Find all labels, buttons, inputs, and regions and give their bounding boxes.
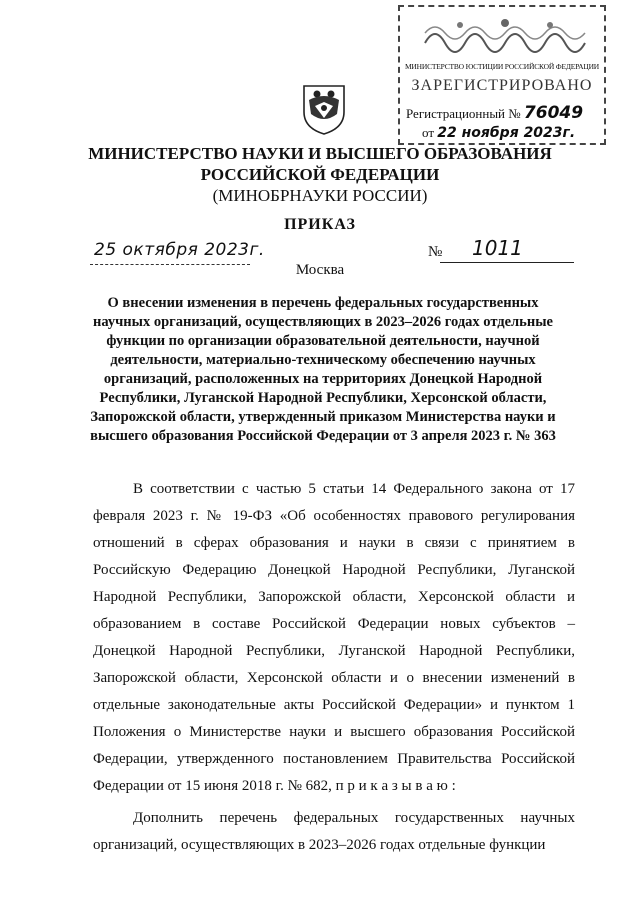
city: Москва: [295, 262, 345, 278]
stamp-ornament-icon: [420, 15, 590, 55]
coat-of-arms-icon: [301, 80, 347, 136]
stamp-registered: ЗАРЕГИСТРИРОВАНО: [411, 77, 593, 94]
stamp-reg-date: 22 ноября 2023г.: [437, 125, 576, 141]
number-sign: №: [428, 244, 443, 260]
order-number: 1011: [472, 236, 523, 260]
stamp-org-line: МИНИСТЕРСТВО ЮСТИЦИИ РОССИЙСКОЙ ФЕДЕРАЦИИ: [404, 62, 600, 71]
registration-stamp: [398, 5, 606, 145]
order-title: О внесении изменения в перечень федеральных государственных научных организаций, осуществляющих в 2023–2026 годах отдельные функции по организации образовательной деятельности, научной деятельности, материально-техническому обеспечению научных организаций, расположенных на территориях Донецкой Народной Республики, Луганской Народной Республики, Херсонской области, Запорожской области, утвержденный приказом Министерства науки и высшего образования Российской Федерации от 3 апреля 2023 г. № 363: [90, 295, 556, 444]
stamp-reg-number: 76049: [523, 103, 584, 123]
ministry-block: [0, 143, 640, 206]
stamp-date-prefix: от: [422, 125, 435, 140]
stamp-reg-label: Регистрационный №: [406, 106, 521, 121]
ministry-name-line2: РОССИЙСКОЙ ФЕДЕРАЦИИ: [200, 165, 440, 184]
ministry-name-line1: МИНИСТЕРСТВО НАУКИ И ВЫСШЕГО ОБРАЗОВАНИЯ: [88, 144, 552, 163]
document-type: ПРИКАЗ: [284, 216, 356, 233]
body-paragraph-2: Дополнить перечень федеральных государственных научных организаций, осуществляющих в 2023–2026 годах отдельные функции: [93, 810, 575, 853]
order-date-handwritten: 25 октября 2023г.: [94, 240, 265, 260]
stamp-date-line: [422, 125, 575, 141]
order-body: [93, 476, 575, 859]
stamp-number-line: [406, 103, 583, 123]
ministry-short-name: (МИНОБРНАУКИ РОССИИ): [212, 186, 428, 205]
body-paragraph-1: В соответствии с частью 5 статьи 14 Федерального закона от 17 февраля 2023 г. № 19-ФЗ «Об особенностях правового регулирования отношений в сферах образования и науки в связи с принятием в Российскую Федерацию Донецкой Народной Республики, Луганской Народной Республики, Запорожской области, Херсонской области и образованием в составе Российской Федерации новых субъектов – Донецкой Народной Республики, Луганской Народной Республики, Запорожской области, Херсонской области и о внесении изменений в отдельные законодательные акты Российской Федерации» и пунктом 1 Положения о Министерстве науки и высшего образования Российской Федерации, утвержденного постановлением Правительства Российской Федерации от 15 июня 2018 г. № 682, п р и к а з ы в а ю :: [93, 481, 575, 794]
